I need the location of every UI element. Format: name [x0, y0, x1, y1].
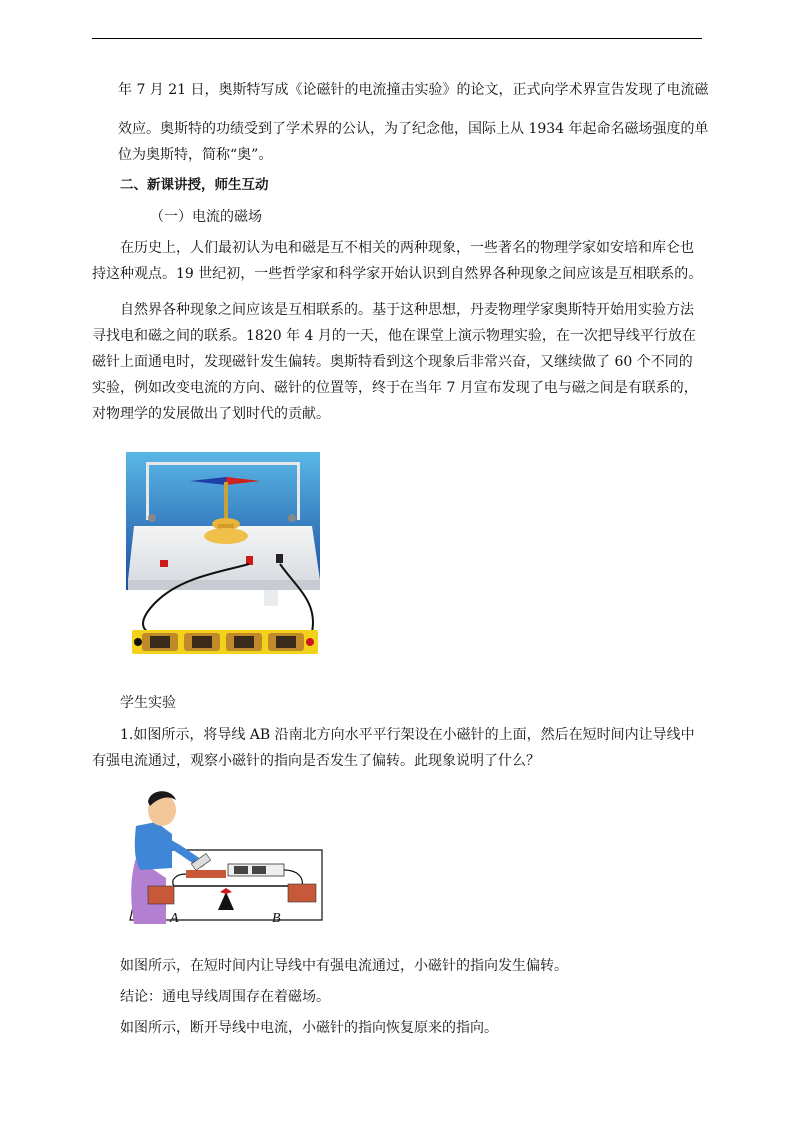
subsection-heading: （一）电流的磁场: [150, 209, 262, 225]
paragraph-history: 在历史上，人们最初认为电和磁是互不相关的两种现象，一些著名的物理学家如安培和库仑也持这种观点。19 世纪初，一些哲学家和科学家开始认识到自然界各种现象之间应该是互相联系的。: [92, 240, 703, 282]
wire-frame: [146, 462, 300, 465]
brick-b: [288, 884, 316, 902]
brick-a: [148, 886, 174, 904]
oersted-apparatus-figure: [126, 452, 322, 662]
intro-line-2: 效应。奥斯特的功绩受到了学术界的公认，为了纪念他，国际上从 1934 年起命名磁场强度的单: [118, 121, 709, 137]
observation-2: 如图所示，断开导线中电流，小磁针的指向恢复原来的指向。: [120, 1020, 498, 1036]
header-rule: [92, 38, 702, 39]
observation-1: 如图所示，在短时间内让导线中有强电流通过，小磁针的指向发生偏转。: [120, 958, 568, 974]
paragraph-oersted: 自然界各种现象之间应该是互相联系的。基于这种思想，丹麦物理学家奥斯特开始用实验方法寻找电和磁之间的联系。1820 年 4 月的一天，他在课堂上演示物理实验，在一次把导线平行放在磁针上面通电时，发现磁针发生偏转。奥斯特看到这个现象后非常兴奋，又继续做了 60 个不同的实验，例如改变电流的方向、磁针的位置等，终于在当年 7 月宣布发现了电与磁之间是有联系的，对物理学的发展做出了划时代的贡献。: [92, 302, 698, 422]
question-1: 1.如图所示，将导线 AB 沿南北方向水平平行架设在小磁针的上面，然后在短时间内让导线中有强电流通过，观察小磁针的指向是否发生了偏转。此现象说明了什么？: [92, 727, 695, 769]
student-experiment-label: 学生实验: [120, 695, 176, 711]
section-heading: 二、新课讲授，师生互动: [120, 177, 269, 193]
label-a: A: [170, 911, 179, 926]
wire-ab-experiment-figure: [126, 788, 324, 926]
intro-line-1: 年 7 月 21 日，奥斯特写成《论磁针的电流撞击实验》的论文，正式向学术界宣告发现了电流磁: [118, 82, 709, 98]
intro-line-3: 位为奥斯特，简称“奥”。: [118, 147, 273, 163]
label-b: B: [272, 911, 281, 926]
switch-base: [186, 870, 226, 878]
switch-red: [160, 560, 168, 567]
conclusion: 结论：通电导线周围存在着磁场。: [120, 989, 330, 1005]
